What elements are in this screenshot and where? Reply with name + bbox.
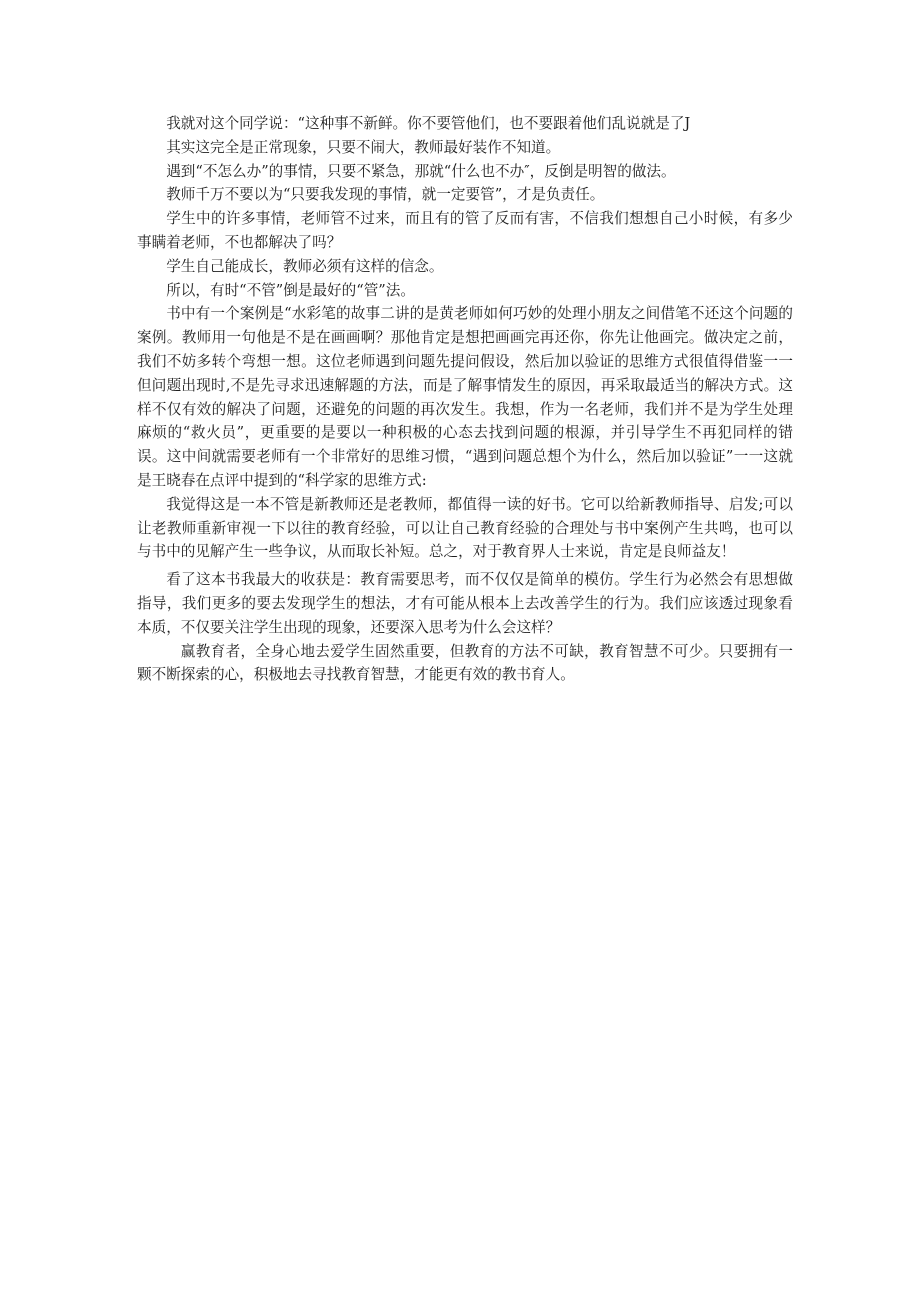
paragraph-11: 赢教育者，全身心地去爱学生固然重要，但教育的方法不可缺，教育智慧不可少。只要拥有一颗不断探索的心，积极地去寻找教育智慧，才能更有效的教书育人。 xyxy=(137,642,793,684)
paragraph-3: 遇到“不怎么办”的事情，只要不紧急，那就“什么也不办″，反倒是明智的做法。 xyxy=(166,162,676,180)
paragraph-9: 我觉得这是一本不管是新教师还是老教师，都值得一读的好书。它可以给新教师指导、启发;可以让老教师重新审视一下以往的教育经验，可以让自己教育经验的合理处与书中案例产生共鸣，也可以与书中的见解产生一些争议，从而取长补短。总之，对于教育界人士来说，肯定是良师益友！ xyxy=(137,495,793,561)
paragraph-8: 书中有一个案例是“水彩笔的故事二讲的是黄老师如何巧妙的处理小朋友之间借笔不还这个问题的案例。教师用一句他是不是在画画啊？那他肯定是想把画画完再还你，你先让他画完。做决定之前，我们不妨多转个弯想一想。这位老师遇到问题先提问假设，然后加以验证的思维方式很值得借鉴一一但问题出现时,不是先寻求迅速解题的方法，而是了解事情发生的原因，再采取最适当的解决方式。这样不仅有效的解决了问题，还避免的问题的再次发生。我想，作为一名老师，我们并不是为学生处理麻烦的“救火员”，更重要的是要以一种积极的心态去找到问题的根源，并引导学生不再犯同样的错误。这中间就需要老师有一个非常好的思维习惯，“遇到问题总想个为什么，然后加以验证”一一这就是王晓春在点评中提到的“科学家的思维方式: xyxy=(137,305,793,489)
document-body xyxy=(137,112,793,687)
paragraph-4: 教师千万不要以为“只要我发现的事情，就一定要管”，才是负责任。 xyxy=(166,186,605,204)
paragraph-1: 我就对这个同学说：“这种事不新鲜。你不要管他们，也不要跟着他们乱说就是了J xyxy=(166,115,691,132)
paragraph-10: 看了这本书我最大的收获是：教育需要思考，而不仅仅是简单的模仿。学生行为必然会有思想做指导，我们更多的要去发现学生的想法，才有可能从根本上去改善学生的行为。我们应该透过现象看本质，不仅要关注学生出现的现象，还要深入思考为什么会这样？ xyxy=(137,571,793,636)
paragraph-2: 其实这完全是正常现象，只要不闹大，教师最好装作不知道。 xyxy=(166,138,561,156)
paragraph-7: 所以，有时“不管”倒是最好的“管”法。 xyxy=(166,281,415,299)
paragraph-5: 学生中的许多事情，老师管不过来，而且有的管了反而有害，不信我们想想自己小时候，有多少事瞒着老师，不也都解决了吗？ xyxy=(137,210,793,251)
paragraph-6: 学生自己能成长，教师必须有这样的信念。 xyxy=(166,257,444,275)
